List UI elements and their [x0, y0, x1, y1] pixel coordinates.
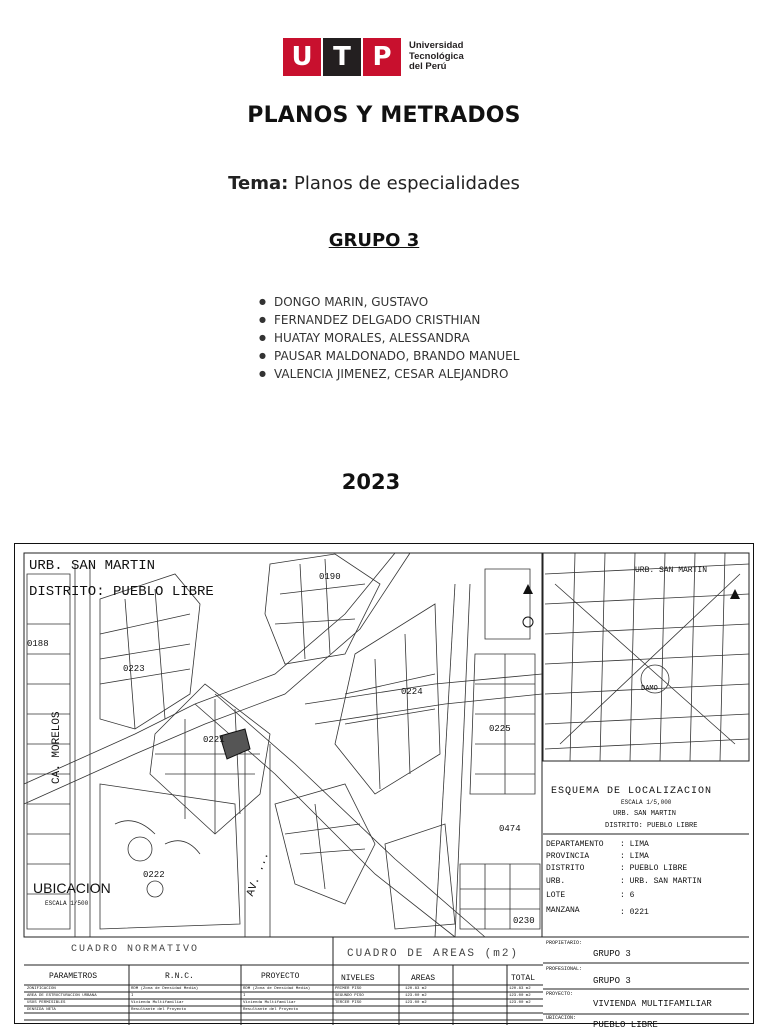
map-title-ubicacion: UBICACION	[33, 880, 111, 896]
profesional-value: GRUPO 3	[593, 976, 631, 986]
propietario-value: GRUPO 3	[593, 949, 631, 959]
normativo-cell: DENSIDA NETA	[27, 1008, 56, 1012]
areas-cell: PRIMER PISO	[335, 987, 362, 991]
manzana-label: 0222	[143, 870, 165, 880]
member-item: ● FERNANDEZ DELGADO CRISTHIAN	[259, 311, 519, 329]
manzana-label: 0188	[27, 639, 49, 649]
areas-cell: SEGUNDO PISO	[335, 994, 364, 998]
location-plan-sheet	[14, 543, 754, 1030]
areas-header: AREAS	[411, 974, 436, 983]
logo-letter-t: T	[323, 38, 361, 76]
normativo-cell: ZONIFICACION	[27, 987, 56, 991]
manzana-label: 0223	[123, 664, 145, 674]
areas-cell: 123.00 m2	[509, 1001, 531, 1005]
utp-logo	[283, 37, 473, 77]
propietario-label: PROPIETARIO:	[546, 940, 583, 946]
normativo-cell: RDM (Zona de Densidad Media)	[243, 987, 311, 991]
normativo-cell: I	[131, 994, 134, 998]
inset-urb-label: URB. SAN MARTIN	[635, 566, 708, 575]
proyecto-value: VIVIENDA MULTIFAMILIAR	[593, 999, 712, 1009]
manzana-label: 0230	[513, 916, 535, 926]
areas-cell: 123.00 m2	[509, 994, 531, 998]
ubicacion-label: UBICACION:	[546, 1015, 577, 1021]
esquema-urb: URB. SAN MARTIN	[613, 810, 677, 818]
normativo-cell: I	[243, 994, 246, 998]
location-value: : URB. SAN MARTIN	[620, 877, 702, 886]
esquema-title: ESQUEMA DE LOCALIZACION	[551, 786, 713, 797]
street-name: AV. ...	[245, 850, 273, 899]
location-key: DISTRITO	[546, 864, 585, 873]
member-item: ● HUATAY MORALES, ALESSANDRA	[259, 329, 519, 347]
normativo-cell: Vivienda Multifamiliar	[243, 1001, 296, 1005]
members-list	[259, 293, 519, 383]
inset-park-label: DAMO	[641, 685, 658, 693]
location-value: : LIMA	[620, 852, 649, 861]
areas-cell: 120.83 m2	[509, 987, 531, 991]
normativo-cell: Resultante del Proyecto	[131, 1008, 187, 1012]
map-urb-label: URB. SAN MARTIN	[29, 558, 156, 574]
manzana-label: 0225	[489, 724, 511, 734]
proyecto-label: PROYECTO:	[546, 991, 574, 997]
location-value: : 6	[620, 891, 635, 900]
profesional-label: PROFESIONAL:	[546, 966, 583, 972]
member-item: ● DONGO MARIN, GUSTAVO	[259, 293, 519, 311]
areas-header: TOTAL	[511, 974, 536, 983]
manzana-label: 0474	[499, 824, 521, 834]
member-item: ● VALENCIA JIMENEZ, CESAR ALEJANDRO	[259, 365, 519, 383]
page-title: PLANOS Y METRADOS	[247, 103, 521, 128]
normativo-cell: USOS PERMISIBLES	[27, 1001, 66, 1005]
normativo-cell: Resultante del Proyecto	[243, 1008, 299, 1012]
location-key: MANZANA	[546, 906, 580, 915]
logo-university-name: Universidad Tecnológica del Perú	[409, 40, 464, 73]
location-key: PROVINCIA	[546, 852, 590, 861]
manzana-label: 0221	[203, 735, 225, 745]
location-value: : 0221	[620, 908, 649, 917]
location-key: LOTE	[546, 891, 566, 900]
group-heading: GRUPO 3	[328, 230, 420, 251]
normativo-header: PROYECTO	[261, 972, 300, 981]
street-name: CA. MORELOS	[51, 711, 63, 784]
cuadro-normativo-title: CUADRO NORMATIVO	[71, 944, 200, 955]
esquema-distrito: DISTRITO: PUEBLO LIBRE	[605, 822, 698, 830]
location-value: : PUEBLO LIBRE	[620, 864, 688, 873]
member-item: ● PAUSAR MALDONADO, BRANDO MANUEL	[259, 347, 519, 365]
normativo-cell: AREA DE ESTRUCTURACION URBANA	[27, 994, 97, 998]
normativo-cell: Vivienda Multifamiliar	[131, 1001, 184, 1005]
logo-letter-u: U	[283, 38, 321, 76]
normativo-header: R.N.C.	[165, 972, 194, 981]
tema-value: Planos de especialidades	[294, 173, 520, 194]
esquema-scale: ESCALA 1/5,000	[621, 799, 672, 806]
areas-cell: TERCER PISO	[335, 1001, 362, 1005]
tema-line	[0, 173, 748, 194]
map-distrito-label: DISTRITO: PUEBLO LIBRE	[29, 584, 214, 600]
location-key: DEPARTAMENTO	[546, 840, 604, 849]
cuadro-areas-title: CUADRO DE AREAS (m2)	[347, 948, 520, 960]
areas-cell: 123.00 m2	[405, 994, 427, 998]
map-scale: ESCALA 1/500	[45, 900, 89, 907]
normativo-cell: RDM (Zona de Densidad Media)	[131, 987, 199, 991]
areas-cell: 120.83 m2	[405, 987, 427, 991]
manzana-label: 0224	[401, 687, 423, 697]
manzana-label: 0190	[319, 572, 341, 582]
location-key: URB.	[546, 877, 566, 886]
areas-cell: 123.00 m2	[405, 1001, 427, 1005]
areas-header: NIVELES	[341, 974, 375, 983]
ubicacion-value: PUEBLO LIBRE	[593, 1020, 658, 1030]
tema-label: Tema:	[228, 173, 289, 194]
year: 2023	[341, 470, 401, 494]
normativo-header: PARAMETROS	[49, 972, 98, 981]
logo-letter-p: P	[363, 38, 401, 76]
location-value: : LIMA	[620, 840, 649, 849]
